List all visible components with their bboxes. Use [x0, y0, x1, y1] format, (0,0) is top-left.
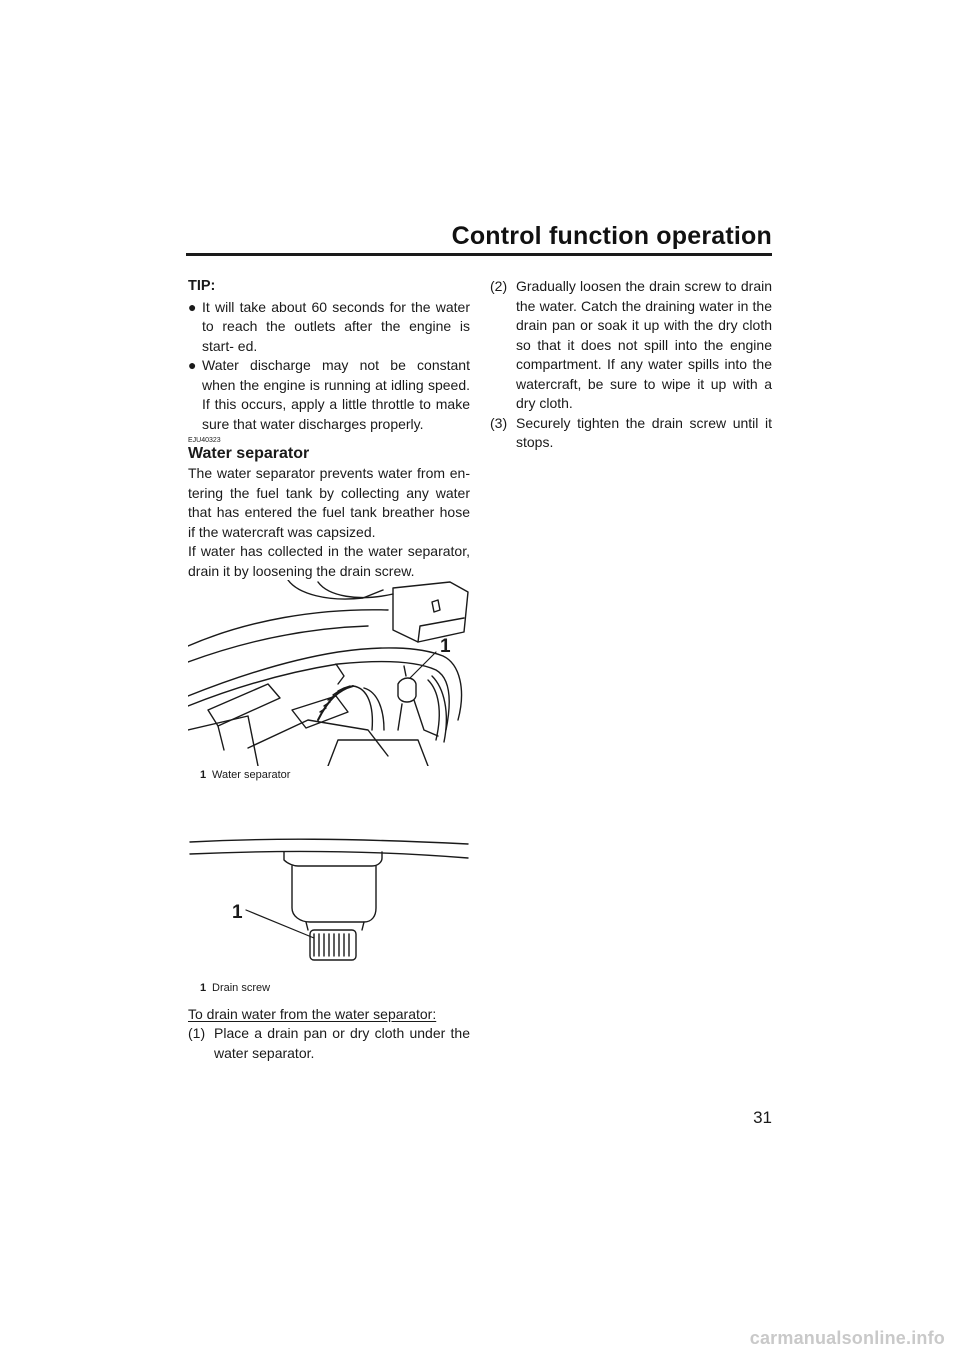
tip-bullet-text: Water discharge may not be constant when the engine is running at idling speed. If this occurs, apply a little throttle to make sure that water discharges properly.: [202, 357, 470, 432]
procedure-steps-left: [188, 1024, 470, 1063]
section-code: EJU40323: [188, 437, 221, 444]
left-column: [188, 277, 470, 581]
bullet-dot-icon: ●: [188, 298, 197, 315]
figure2-callout: 1: [232, 902, 243, 923]
step-text: Gradually loosen the drain screw to drain the water. Catch the draining water in the drain pan or soak it up with the dry cloth so that it does not spill into the engine compartment. If any water spills into the watercraft, be sure to wipe it up with a dry cloth.: [516, 278, 772, 411]
watermark: carmanualsonline.info: [749, 1328, 945, 1348]
tip-bullet-text: It will take about 60 seconds for the water to reach the outlets after the engine is start- ed.: [202, 298, 470, 354]
figure-drain-screw: [188, 826, 470, 970]
bullet-dot-icon: ●: [188, 357, 197, 373]
figure1-caption-text: Water separator: [212, 769, 291, 781]
step-text: Place a drain pan or dry cloth under the water separator.: [214, 1025, 470, 1061]
step-number: (1): [188, 1025, 206, 1041]
title-rule: [186, 253, 772, 256]
tip-bullet-2: [188, 356, 470, 434]
step-number: (2): [490, 278, 508, 294]
procedure-step-2: [490, 277, 772, 414]
section-paragraph-2: If water has collected in the water separator, drain it by loosening the drain screw.: [188, 543, 470, 579]
figure2-caption: [200, 981, 270, 995]
step-number: (3): [490, 414, 508, 431]
tip-title: TIP:: [188, 278, 216, 294]
water-separator-illustration: [188, 580, 470, 766]
page-title: Control function operation: [451, 222, 772, 250]
figure-water-separator: [188, 580, 470, 766]
section-heading: Water separator: [188, 445, 310, 462]
procedure-heading: To drain water from the water separator:: [188, 1006, 437, 1022]
step-text: Securely tighten the drain screw until it stops.: [516, 414, 772, 450]
figure2-caption-text: Drain screw: [212, 982, 271, 994]
section-paragraph-1: The water separator prevents water from en- tering the fuel tank by collecting any water that has entered the fuel tank breather hose if the watercraft was capsized.: [188, 465, 470, 540]
right-column: [490, 277, 772, 453]
figure1-caption: [200, 768, 290, 782]
drain-screw-illustration: [188, 826, 470, 970]
figure1-callout: 1: [440, 636, 451, 657]
tip-bullet-1: [188, 298, 470, 357]
procedure-step-3: [490, 414, 772, 453]
figure2-caption-number: 1: [200, 982, 207, 994]
page-number: 31: [753, 1108, 772, 1127]
figure1-caption-number: 1: [200, 769, 207, 781]
procedure-step-1: [188, 1024, 470, 1063]
